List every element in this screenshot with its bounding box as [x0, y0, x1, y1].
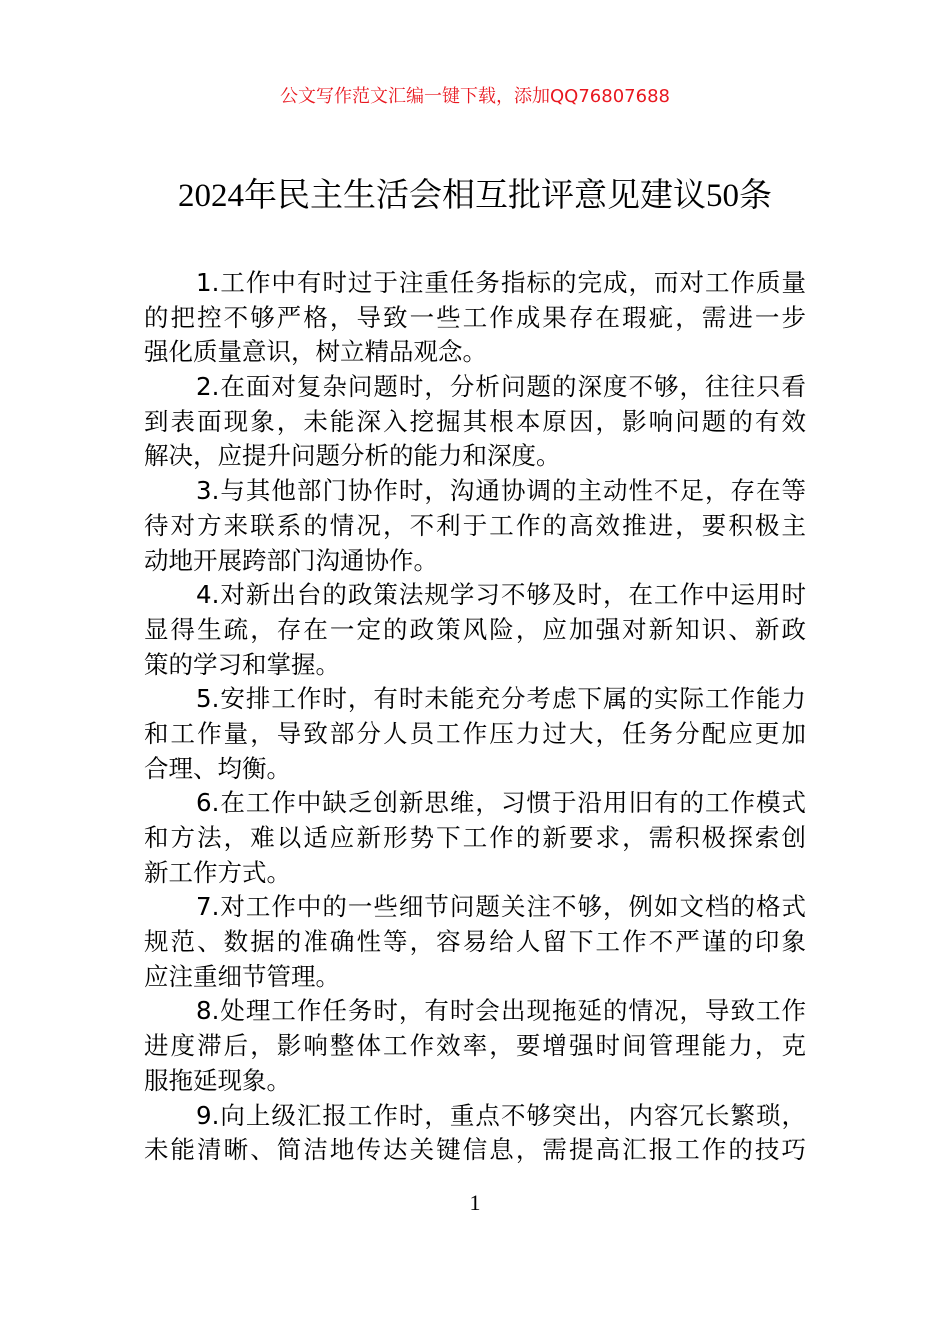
paragraph-line: 规范、数据的准确性等，容易给人留下工作不严谨的印象 [144, 927, 806, 957]
paragraph-line: 进度滞后，影响整体工作效率，要增强时间管理能力，克 [144, 1031, 806, 1061]
paragraph-line: 3.与其他部门协作时，沟通协调的主动性不足，存在等 [196, 476, 806, 506]
paragraph-line: 强化质量意识，树立精品观念。 [144, 337, 487, 367]
paragraph-line: 9.向上级汇报工作时，重点不够突出，内容冗长繁琐， [196, 1100, 806, 1130]
paragraph-line: 到表面现象，未能深入挖掘其根本原因，影响问题的有效 [144, 406, 806, 436]
paragraph-line: 未能清晰、简洁地传达关键信息，需提高汇报工作的技巧 [144, 1135, 806, 1165]
paragraph-line: 应注重细节管理。 [144, 961, 340, 991]
paragraph-line: 的把控不够严格，导致一些工作成果存在瑕疵，需进一步 [144, 302, 806, 332]
paragraph-line: 和方法，难以适应新形势下工作的新要求，需积极探索创 [144, 823, 806, 852]
paragraph [144, 682, 806, 786]
paragraph-line: 和工作量，导致部分人员工作压力过大，任务分配应更加 [144, 718, 806, 748]
paragraph-line: 6.在工作中缺乏创新思维，习惯于沿用旧有的工作模式 [196, 788, 806, 818]
page-number: 1 [469, 1190, 481, 1215]
paragraph [144, 994, 806, 1098]
paragraph [144, 370, 806, 474]
paragraph-line: 新工作方式。 [144, 857, 291, 887]
paragraph-line: 合理、均衡。 [144, 753, 291, 783]
paragraph-line: 1.工作中有时过于注重任务指标的完成，而对工作质量 [196, 268, 806, 297]
paragraph-line: 显得生疏，存在一定的政策风险，应加强对新知识、新政 [144, 614, 806, 644]
paragraph-line: 7.对工作中的一些细节问题关注不够，例如文档的格式 [196, 892, 806, 922]
paragraph-line: 动地开展跨部门沟通协作。 [144, 545, 438, 575]
paragraph [144, 786, 806, 890]
document-body [144, 266, 806, 1168]
paragraph-line: 5.安排工作时，有时未能充分考虑下属的实际工作能力 [196, 684, 806, 714]
paragraph-line: 待对方来联系的情况，不利于工作的高效推进，要积极主 [144, 510, 806, 540]
paragraph-line: 4.对新出台的政策法规学习不够及时，在工作中运用时 [196, 580, 806, 610]
paragraph-line: 8.处理工作任务时，有时会出现拖延的情况，导致工作 [196, 996, 806, 1026]
document-title: 2024年民主生活会相互批评意见建议50条 [178, 178, 772, 214]
paragraph [144, 578, 806, 682]
download-banner: 公文写作范文汇编一键下载，添加QQ76807688 [280, 86, 670, 107]
paragraph-line: 2.在面对复杂问题时，分析问题的深度不够，往往只看 [196, 372, 806, 402]
paragraph [144, 890, 806, 994]
paragraph [144, 1099, 806, 1168]
paragraph-line: 服拖延现象。 [144, 1065, 291, 1095]
paragraph-line: 策的学习和掌握。 [144, 649, 340, 679]
paragraph-line: 解决，应提升问题分析的能力和深度。 [144, 441, 561, 471]
paragraph [144, 266, 806, 370]
paragraph [144, 474, 806, 578]
